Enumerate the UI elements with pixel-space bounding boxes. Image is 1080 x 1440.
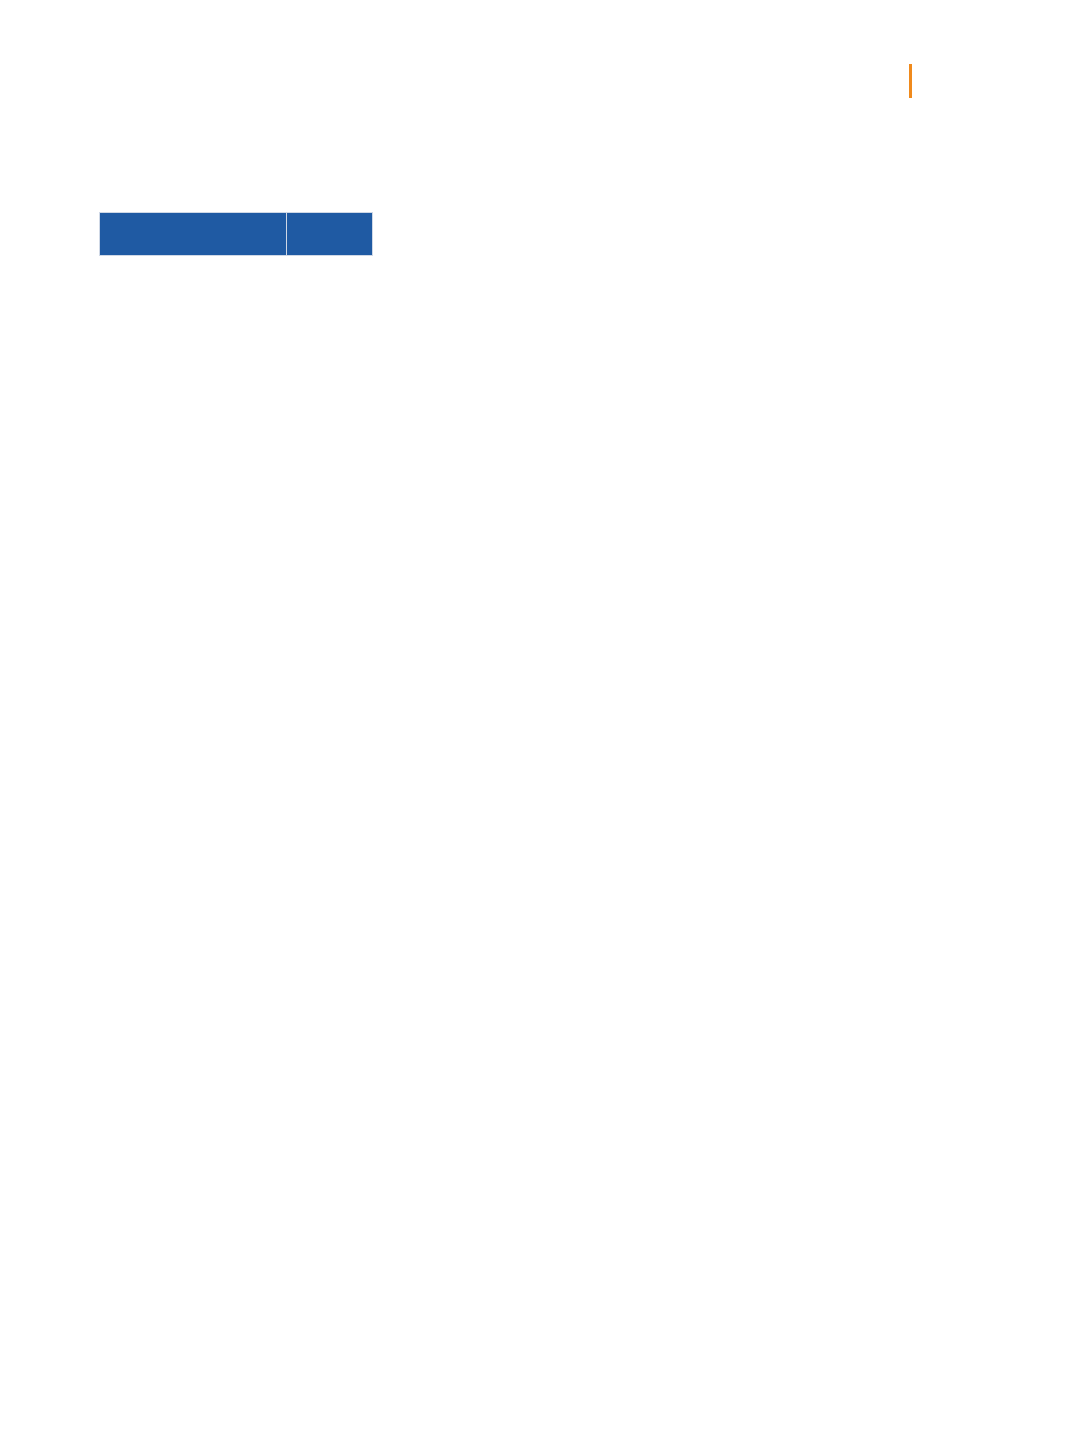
category-column-header: [287, 213, 373, 256]
table-header: [100, 213, 979, 256]
admissions-plan-table: [99, 212, 978, 256]
major-column-header: [100, 213, 287, 256]
brand-divider: [909, 64, 912, 98]
